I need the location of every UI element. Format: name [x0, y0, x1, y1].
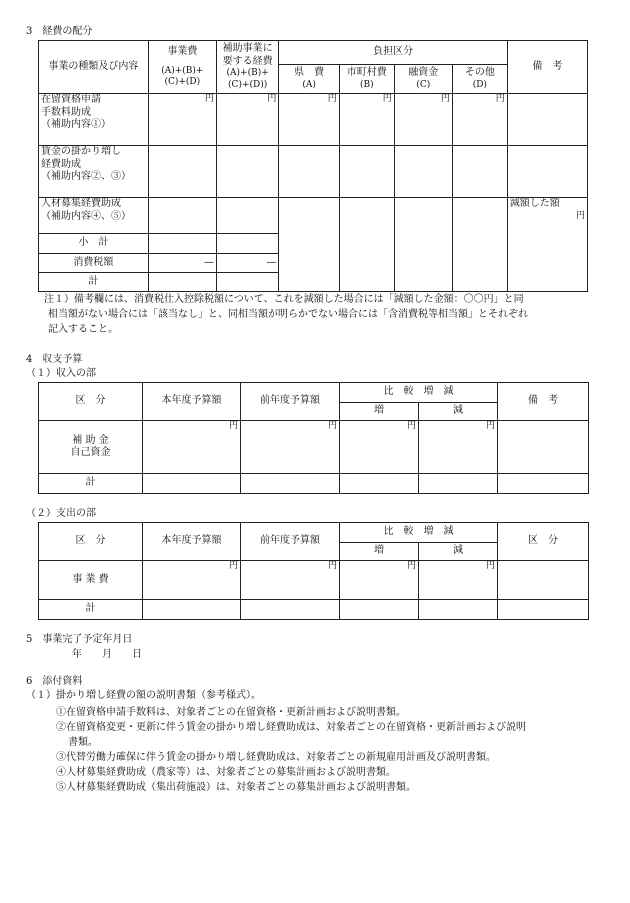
cell: [498, 474, 589, 494]
total-label: 計: [39, 273, 149, 292]
unit-label: 円: [340, 561, 419, 600]
dash: —: [216, 254, 279, 273]
cell: [216, 198, 279, 234]
cell: [241, 474, 340, 494]
row-label: 人材募集経費助成 （補助内容④、⑤）: [39, 198, 149, 234]
cell: [394, 146, 452, 198]
header-current: 本年度予算額: [143, 523, 241, 561]
header-kubun: 区 分: [39, 523, 143, 561]
income-items: 補 助 金 自己資金: [39, 421, 143, 474]
biko-cell: [498, 421, 589, 474]
header-decrease: 減: [419, 543, 498, 561]
unit-label: 円: [241, 421, 340, 474]
header-kubun-right: 区 分: [498, 523, 589, 561]
income-heading: （１）収入の部: [26, 368, 96, 379]
header-shichoson: 市町村費 (B): [339, 65, 394, 94]
cell: [339, 146, 394, 198]
cell: [340, 600, 419, 620]
expense-item: 事 業 費: [39, 561, 143, 600]
cell: [498, 561, 589, 600]
unit-label: 円: [340, 421, 419, 474]
cell: [143, 474, 241, 494]
header-jigyohi: 事業費 (A)+(B)+ (C)+(D): [148, 41, 216, 94]
header-compare: 比 較 増 減: [340, 383, 498, 403]
header-ken: 県 費 (A): [279, 65, 339, 94]
header-biko: 備 考: [507, 41, 587, 94]
attachment-item-4: ④人材募集経費助成（農家等）は、対象者ごとの募集計画および説明書類。: [56, 767, 396, 778]
header-futan: 負担区分: [279, 41, 507, 65]
biko-reduced-cell: 減額した額 円: [507, 198, 587, 292]
unit-label: 円: [419, 421, 498, 474]
expense-table: [38, 522, 589, 620]
header-previous: 前年度予算額: [241, 383, 340, 421]
unit-label: 円: [241, 561, 340, 600]
cell: [216, 146, 279, 198]
header-kind: 事業の種類及び内容: [39, 41, 149, 94]
header-kubun: 区 分: [39, 383, 143, 421]
dash: —: [148, 254, 216, 273]
unit-label: 円: [339, 94, 394, 146]
total-label: 計: [39, 474, 143, 494]
unit-label: 円: [148, 94, 216, 146]
cell: [498, 600, 589, 620]
section-3-heading: 3 経費の配分: [26, 26, 93, 37]
cell: [279, 198, 339, 292]
cell: [216, 273, 279, 292]
header-decrease: 減: [419, 403, 498, 421]
cell: [339, 198, 394, 292]
header-hojo: 補助事業に 要する経費 (A)+(B)+ (C)+(D)): [216, 41, 279, 94]
unit-label: 円: [452, 94, 507, 146]
section-4-heading: 4 収支予算: [26, 354, 83, 365]
unit-label: 円: [394, 94, 452, 146]
expense-heading: （２）支出の部: [26, 508, 96, 519]
header-sonota: その他 (D): [452, 65, 507, 94]
cell: [279, 146, 339, 198]
attachment-item-2-cont: 書類。: [68, 737, 98, 748]
header-current: 本年度予算額: [143, 383, 241, 421]
attachment-sub-1: （１）掛かり増し経費の額の説明書類（参考様式）。: [26, 690, 261, 701]
attachment-item-5: ⑤人材募集経費助成（集出荷施設）は、対象者ごとの募集計画および説明書類。: [56, 782, 416, 793]
attachment-item-3: ③代替労働力確保に伴う賃金の掛かり増し経費助成は、対象者ごとの新規雇用計画及び説明書類。: [56, 752, 496, 763]
row-label: 在留資格申請 手数料助成 （補助内容①）: [39, 94, 149, 146]
cell: [148, 234, 216, 254]
cell: [148, 146, 216, 198]
cell: [143, 600, 241, 620]
cell: [394, 198, 452, 292]
unit-label: 円: [143, 561, 241, 600]
cell: [419, 474, 498, 494]
row-label: 賃金の掛かり増し 経費助成 （補助内容②、③）: [39, 146, 149, 198]
header-increase: 増: [340, 403, 419, 421]
section-6-heading: 6 添付資料: [26, 676, 83, 687]
cell: [148, 273, 216, 292]
completion-date: 年 月 日: [72, 649, 142, 660]
cell: [452, 198, 507, 292]
biko-cell: [507, 146, 587, 198]
cell: [148, 198, 216, 234]
income-table: [38, 382, 589, 494]
header-increase: 増: [340, 543, 419, 561]
header-compare: 比 較 増 減: [340, 523, 498, 543]
section-5-heading: 5 事業完了予定年月日: [26, 634, 133, 645]
unit-label: 円: [143, 421, 241, 474]
cell: [419, 600, 498, 620]
tax-label: 消費税額: [39, 254, 149, 273]
cell: [241, 600, 340, 620]
total-label: 計: [39, 600, 143, 620]
cell: [340, 474, 419, 494]
note-1: 注１）備考欄には、消費税仕入控除税額について、これを減額した場合には「減額した金額：〇〇円」と同 相当額がない場合には「該当なし」と、同相当額が明らかでない場合には「含消費税等相当額」とそれぞれ 記入すること。: [44, 294, 528, 335]
attachment-item-2: ②在留資格変更・更新に伴う賃金の掛かり増し経費助成は、対象者ごとの在留資格・更新計画および説明: [56, 722, 526, 733]
subtotal-label: 小 計: [39, 234, 149, 254]
cell: [452, 146, 507, 198]
header-yushi: 融資金 (C): [394, 65, 452, 94]
cell: [216, 234, 279, 254]
unit-label: 円: [279, 94, 339, 146]
header-biko: 備 考: [498, 383, 589, 421]
unit-label: 円: [419, 561, 498, 600]
attachment-item-1: ①在留資格申請手数料は、対象者ごとの在留資格・更新計画および説明書類。: [56, 707, 406, 718]
biko-cell: [507, 94, 587, 146]
expense-allocation-table: [38, 40, 588, 292]
unit-label: 円: [216, 94, 279, 146]
header-previous: 前年度予算額: [241, 523, 340, 561]
